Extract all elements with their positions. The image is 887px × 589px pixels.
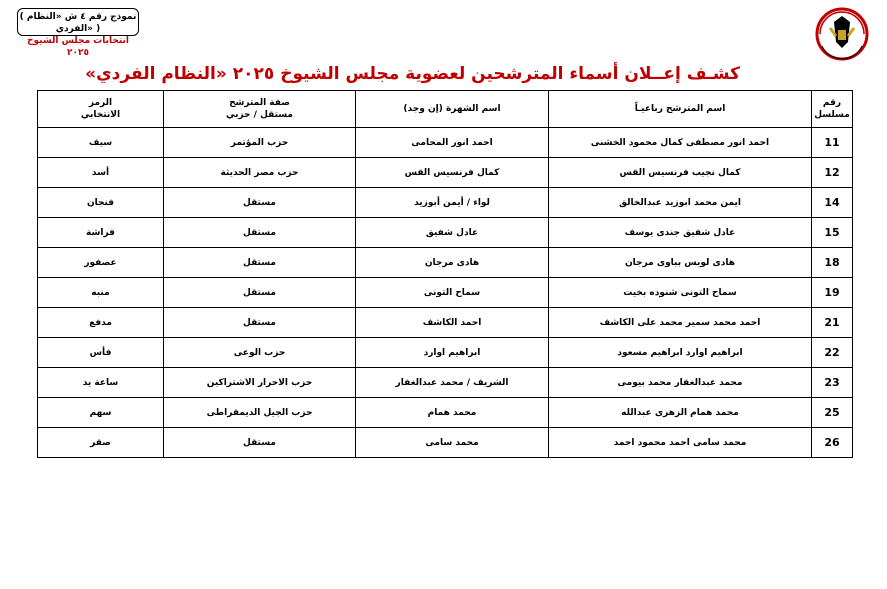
table-row [38,248,853,278]
cell-status: حزب الجيل الديمقراطى [164,398,356,428]
cell-symbol: سهم [38,398,164,428]
cell-fame-name: محمد سامى [356,428,549,458]
header-serial: رقم مسلسل [812,91,853,128]
cell-fame-name: كمال فرنسيس القس [356,158,549,188]
cell-symbol: فنجان [38,188,164,218]
cell-name: ابراهيم اوارد ابراهيم مسعود [549,338,812,368]
header-fame-name: اسم الشهرة (إن وجد) [356,91,549,128]
elections-authority-logo-icon [812,6,876,66]
cell-symbol: فراشة [38,218,164,248]
cell-name: ايمن محمد ابوزيد عبدالخالق [549,188,812,218]
cell-name: كمال نجيب فرنسيس القس [549,158,812,188]
cell-serial: 25 [812,398,853,428]
cell-serial: 26 [812,428,853,458]
cell-serial: 14 [812,188,853,218]
cell-status: مستقل [164,428,356,458]
cell-serial: 19 [812,278,853,308]
cell-status: مستقل [164,278,356,308]
page-title: كشـف إعــلان أسماء المترشحين لعضوية مجلس الشيوخ ٢٠٢٥ «النظام الفردي» [85,64,740,84]
cell-symbol: مدفع [38,308,164,338]
cell-name: محمد سامى احمد محمود احمد [549,428,812,458]
cell-serial: 12 [812,158,853,188]
cell-fame-name: سماح التونى [356,278,549,308]
table-row [38,188,853,218]
cell-symbol: ساعة يد [38,368,164,398]
cell-serial: 22 [812,338,853,368]
cell-serial: 15 [812,218,853,248]
cell-serial: 18 [812,248,853,278]
cell-status: حزب مصر الحديثة [164,158,356,188]
table-row [38,278,853,308]
table-row [38,368,853,398]
table-row [38,218,853,248]
cell-serial: 21 [812,308,853,338]
cell-serial: 11 [812,128,853,158]
cell-status: مستقل [164,308,356,338]
cell-fame-name: عادل شفيق [356,218,549,248]
cell-symbol: صقر [38,428,164,458]
cell-status: حزب المؤتمر [164,128,356,158]
form-label-line1: ( نموذج رقم ٤ ش «النظام الفردي» ) [19,12,137,34]
cell-status: حزب الوعى [164,338,356,368]
cell-fame-name: احمد انور المحامى [356,128,549,158]
cell-fame-name: احمد الكاشف [356,308,549,338]
table-header-row [38,91,853,128]
cell-name: سماح التونى شنوده بخيت [549,278,812,308]
form-label-box [17,8,139,58]
cell-symbol: سيف [38,128,164,158]
table-row [38,338,853,368]
cell-fame-name: لواء / أيمن أبوزيد [356,188,549,218]
header-status: صفة المترشح مستقل / حزبي [164,91,356,128]
cell-fame-name: محمد همام [356,398,549,428]
cell-serial: 23 [812,368,853,398]
cell-name: احمد انور مصطفى كمال محمود الخشنى [549,128,812,158]
table-row [38,158,853,188]
cell-name: عادل شفيق جندى يوسف [549,218,812,248]
candidates-table [37,90,853,458]
header-name: اسم المترشح رباعيـاً [549,91,812,128]
cell-symbol: أسد [38,158,164,188]
table-row [38,308,853,338]
cell-name: احمد محمد سمير محمد على الكاشف [549,308,812,338]
table-row [38,398,853,428]
cell-symbol: فأس [38,338,164,368]
cell-status: مستقل [164,218,356,248]
cell-fame-name: هادى مرجان [356,248,549,278]
cell-status: مستقل [164,248,356,278]
cell-symbol: منبه [38,278,164,308]
cell-status: مستقل [164,188,356,218]
cell-name: محمد عبدالغفار محمد بيومى [549,368,812,398]
cell-name: هادى لويس بباوى مرجان [549,248,812,278]
cell-fame-name: الشريف / محمد عبدالغفار [356,368,549,398]
cell-name: محمد همام الزهرى عبدالله [549,398,812,428]
table-row [38,428,853,458]
table-row [38,128,853,158]
header-symbol: الرمز الانتخابي [38,91,164,128]
cell-fame-name: ابراهيم اوارد [356,338,549,368]
cell-symbol: عصفور [38,248,164,278]
form-label-line2: انتخابات مجلس الشيوخ ٢٠٢٥ [27,36,129,58]
cell-status: حزب الاحرار الاشتراكين [164,368,356,398]
